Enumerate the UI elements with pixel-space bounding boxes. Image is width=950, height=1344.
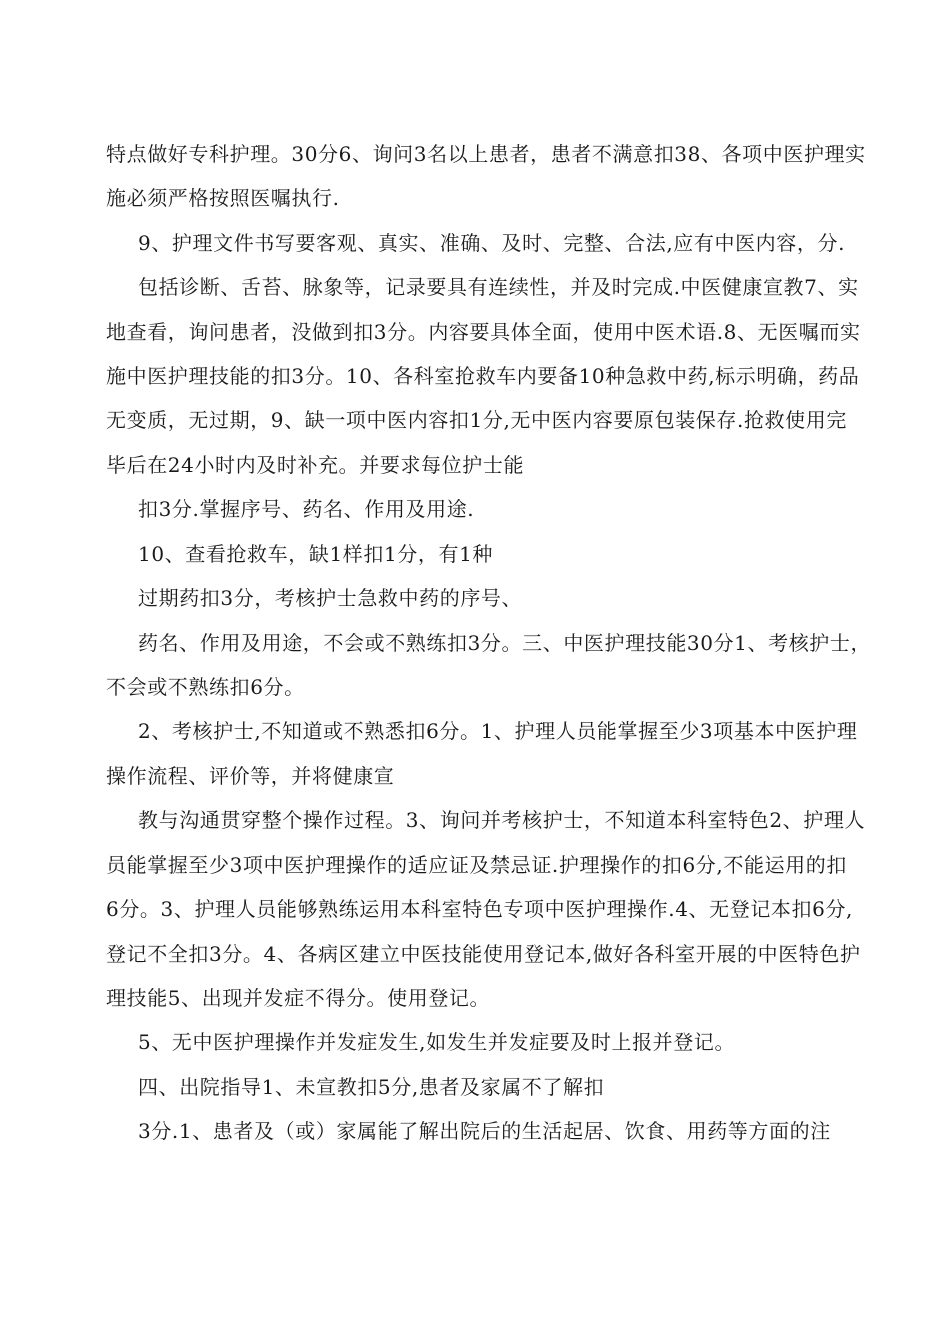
text-line: 包括诊断、舌苔、脉象等，记录要具有连续性，并及时完成.中医健康宣教7、实	[138, 275, 859, 299]
text-line: 6分。3、护理人员能够熟练运用本科室特色专项中医护理操作.4、无登记本扣6分,	[106, 897, 854, 921]
text-line: 2、考核护士,不知道或不熟悉扣6分。1、护理人员能掌握至少3项基本中医护理	[138, 719, 858, 743]
text-line: 四、出院指导1、未宣教扣5分,患者及家属不了解扣	[138, 1075, 605, 1099]
text-line: 登记不全扣3分。4、各病区建立中医技能使用登记本,做好各科室开展的中医特色护	[106, 942, 861, 966]
text-line: 理技能5、出现并发症不得分。使用登记。	[106, 986, 491, 1010]
text-line: 10、查看抢救车，缺1样扣1分，有1种	[138, 542, 494, 566]
text-line: 过期药扣3分，考核护士急救中药的序号、	[138, 586, 523, 610]
text-line: 操作流程、评价等，并将健康宣	[106, 764, 395, 788]
text-line: 9、护理文件书写要客观、真实、准确、及时、完整、合法,应有中医内容，分.	[138, 231, 846, 255]
text-line: 无变质，无过期，9、缺一项中医内容扣1分,无中医内容要原包装保存.抢救使用完	[106, 408, 847, 432]
text-line: 施必须严格按照医嘱执行.	[106, 186, 340, 210]
text-line: 教与沟通贯穿整个操作过程。3、询问并考核护士，不知道本科室特色2、护理人	[138, 808, 866, 832]
text-line: 地查看，询问患者，没做到扣3分。内容要具体全面，使用中医术语.8、无医嘱而实	[106, 320, 861, 344]
text-line: 毕后在24小时内及时补充。并要求每位护士能	[106, 453, 525, 477]
text-line: 扣3分.掌握序号、药名、作用及用途.	[138, 497, 475, 521]
text-line: 员能掌握至少3项中医护理操作的适应证及禁忌证.护理操作的扣6分,不能运用的扣	[106, 853, 847, 877]
text-line: 特点做好专科护理。30分6、询问3名以上患者，患者不满意扣38、各项中医护理实	[106, 142, 866, 166]
text-line: 3分.1、患者及（或）家属能了解出院后的生活起居、饮食、用药等方面的注	[138, 1119, 831, 1143]
text-line: 施中医护理技能的扣3分。10、各科室抢救车内要备10种急救中药,标示明确，药品	[106, 364, 860, 388]
text-line: 不会或不熟练扣6分。	[106, 675, 305, 699]
text-line: 5、无中医护理操作并发症发生,如发生并发症要及时上报并登记。	[138, 1030, 736, 1054]
text-line: 药名、作用及用途，不会或不熟练扣3分。三、中医护理技能30分1、考核护士，	[138, 631, 872, 655]
